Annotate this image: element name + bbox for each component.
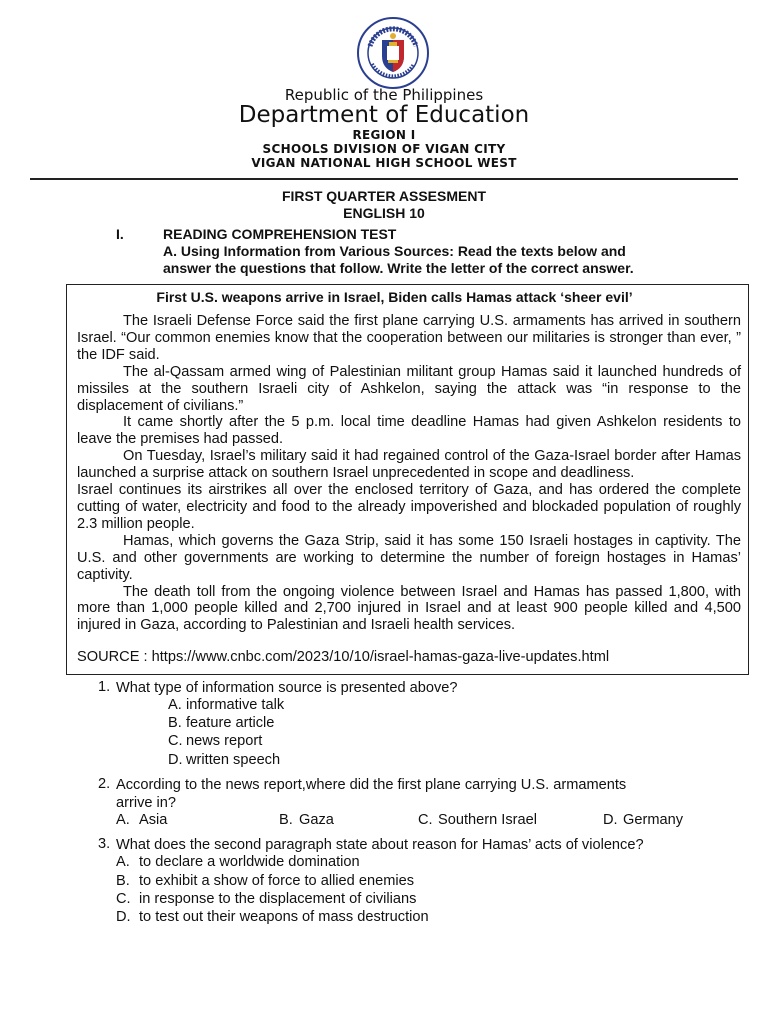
article-source: SOURCE : https://www.cnbc.com/2023/10/10/israel-hamas-gaza-live-updates.html <box>77 649 610 665</box>
option-letter: C. <box>168 733 183 749</box>
option-text: to declare a worldwide domination <box>139 854 360 870</box>
article-paragraph: Israel continues its airstrikes all over the enclosed territory of Gaza, and has ordered the complete cutting of water, electricity and food to the already impoverished and blockaded population of roughly 2.3 million people. <box>77 482 741 532</box>
section-instruction <box>163 243 703 277</box>
article-paragraph: It came shortly after the 5 p.m. local time deadline Hamas had given Ashkelon residents to leave the premises had passed. <box>77 414 741 448</box>
article-paragraph: The al-Qassam armed wing of Palestinian militant group Hamas said it launched hundreds of missiles at the southern Israeli city of Ashkelon, saying the attack was “in response to the displacement of civilians.” <box>77 363 741 414</box>
option-text: informative talk <box>186 697 285 713</box>
article-paragraph: Hamas, which governs the Gaza Strip, said it has some 150 Israeli hostages in captivity. The U.S. and other governments are working to determine the number of foreign hostages in Hamas’ captivity. <box>77 532 741 583</box>
option-letter: A. <box>116 812 130 828</box>
option-letter: B. <box>279 812 293 828</box>
region-heading: REGION I <box>352 128 416 142</box>
option-text: written speech <box>186 752 281 768</box>
option-text: Southern Israel <box>438 812 537 828</box>
instruction-letter: A. <box>163 243 177 259</box>
option-text: to test out their weapons of mass destruction <box>139 909 429 925</box>
question-text: What does the second paragraph state about reason for Hamas’ acts of violence? <box>116 837 644 853</box>
question-text: According to the news report,where did the first plane carrying U.S. armaments <box>116 777 627 793</box>
article-title: First U.S. weapons arrive in Israel, Biden calls Hamas attack ‘sheer evil’ <box>156 289 633 305</box>
option-letter: D. <box>603 812 618 828</box>
option-letter: A. <box>168 697 182 713</box>
question-number: 3. <box>98 836 111 852</box>
option-letter: D. <box>168 752 183 768</box>
section-title: READING COMPREHENSION TEST <box>163 226 397 242</box>
option-text: Asia <box>139 812 168 828</box>
deped-seal-logo <box>356 16 430 90</box>
section-number: I. <box>116 226 124 242</box>
question-number: 2. <box>98 776 111 792</box>
option-letter: B. <box>116 873 130 889</box>
article-body <box>77 313 741 634</box>
option-letter: C. <box>116 891 131 907</box>
instruction-line-2: answer the questions that follow. Write the letter of the correct answer. <box>163 260 634 276</box>
exam-title: FIRST QUARTER ASSESMENT <box>281 188 487 204</box>
article-paragraph: The Israeli Defense Force said the first plane carrying U.S. armaments has arrived in southern Israel. “Our common enemies know that the cooperation between our militaries is stronger than ever, ” the IDF said. <box>77 313 741 363</box>
option-text: Gaza <box>299 812 334 828</box>
option-letter: C. <box>418 812 433 828</box>
article-box <box>66 284 749 675</box>
option-letter: A. <box>116 854 130 870</box>
header-divider <box>30 178 738 180</box>
option-text: to exhibit a show of force to allied enemies <box>139 873 415 889</box>
option-text: news report <box>186 733 263 749</box>
option-text: Germany <box>623 812 684 828</box>
option-letter: B. <box>168 715 182 731</box>
option-text: in response to the displacement of civilians <box>139 891 417 907</box>
option-letter: D. <box>116 909 131 925</box>
school-heading: VIGAN NATIONAL HIGH SCHOOL WEST <box>251 156 517 170</box>
question-text-continued: arrive in? <box>116 795 177 811</box>
republic-heading: Republic of the Philippines <box>284 86 484 104</box>
exam-subject: ENGLISH 10 <box>343 205 425 221</box>
question-number: 1. <box>98 679 111 695</box>
article-paragraph: On Tuesday, Israel’s military said it had regained control of the Gaza-Israel border after Hamas launched a surprise attack on southern Israel unprecedented in scope and deadliness. <box>77 448 741 482</box>
instruction-line-1: Using Information from Various Sources: Read the texts below and <box>180 243 626 259</box>
article-paragraph: The death toll from the ongoing violence between Israel and Hamas has passed 1,800, with more than 1,000 people killed and 2,700 injured in Israel and at least 900 people killed and 4,500 injured in Gaza, according to Palestinian and Israeli health services. <box>77 583 741 634</box>
department-heading: Department of Education <box>238 102 530 128</box>
option-text: feature article <box>186 715 275 731</box>
question-text: What type of information source is presented above? <box>116 680 458 696</box>
division-heading: SCHOOLS DIVISION OF VIGAN CITY <box>262 142 506 156</box>
